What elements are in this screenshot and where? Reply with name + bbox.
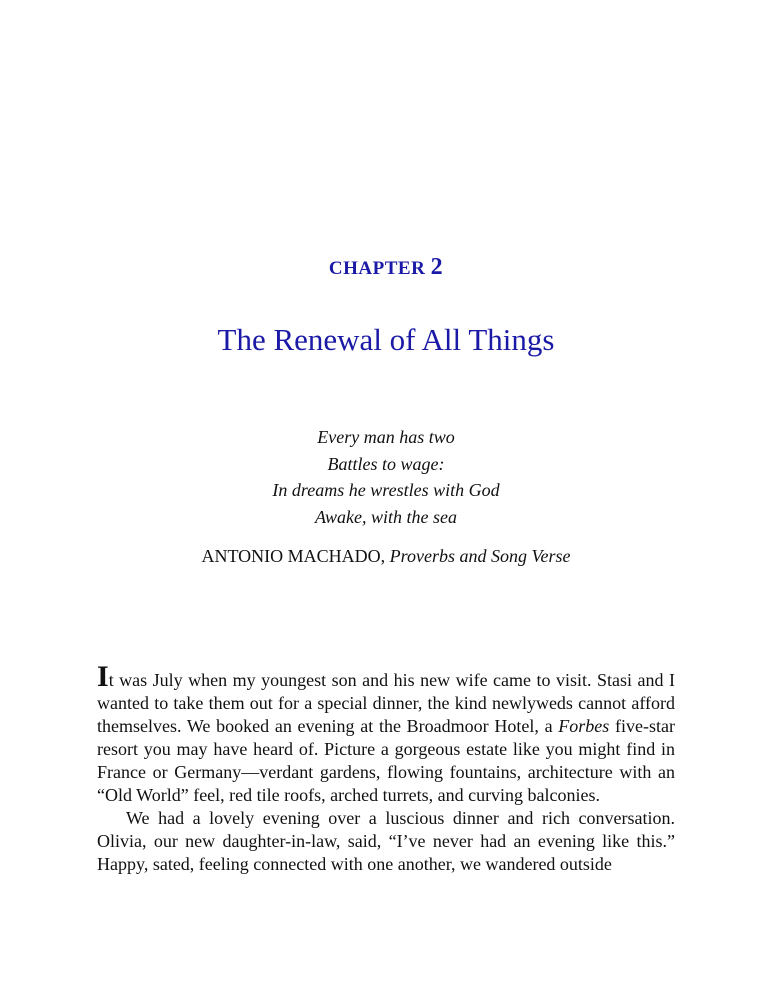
epigraph-line: In dreams he wrestles with God <box>272 480 500 500</box>
chapter-title: The Renewal of All Things <box>217 322 555 357</box>
attribution-work: Proverbs and Song Verse <box>389 546 571 566</box>
paragraph-text: five-star resort you may have heard of. Picture a gorgeous estate like you might find in France or Germany—verdant gardens, flowing fountains, architecture with an “Old World” feel, red tile roofs, arched turrets, and curving balconies. <box>97 716 675 805</box>
attribution-author: ANTONIO MACHADO, <box>201 546 386 566</box>
body-text <box>97 660 675 876</box>
paragraph <box>97 660 675 807</box>
chapter-label <box>0 254 772 281</box>
epigraph-attribution <box>0 546 772 567</box>
drop-cap: I <box>97 660 109 693</box>
epigraph-line: Every man has two <box>317 427 455 447</box>
chapter-number: 2 <box>430 254 444 280</box>
epigraph-line: Battles to wage: <box>327 453 445 474</box>
paragraph: We had a lovely evening over a luscious dinner and rich conversation. Olivia, our new daughter-in-law, said, “I’ve never had an evening like this.” Happy, sated, feeling connected with one another, we wandered outside <box>97 808 675 874</box>
epigraph <box>0 424 772 530</box>
chapter-word: CHAPTER <box>328 258 426 279</box>
epigraph-line: Awake, with the sea <box>315 506 457 527</box>
paragraph-text: t was July when my youngest son and his new wife came to visit. Stasi and I wanted to take them out for a special dinner, the kind newlyweds cannot afford themselves. We booked an evening at the Broadmoor Hotel, a <box>97 670 675 736</box>
italic-text: Forbes <box>558 716 610 736</box>
